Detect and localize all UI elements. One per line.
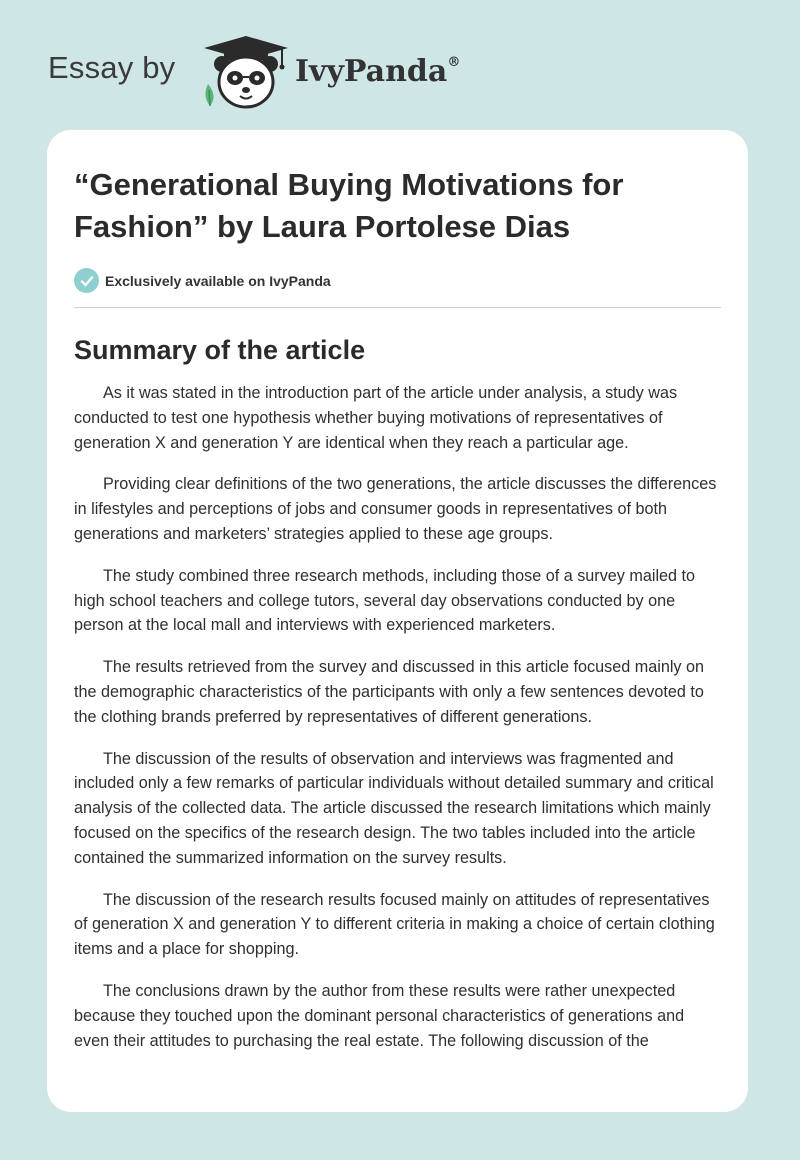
paragraph: Providing clear definitions of the two generations, the article discusses the differences in lifestyles and perceptions of jobs and consumer goods in representatives of both generations and marketers’ strategies applied to these age groups. (74, 475, 717, 543)
site-header (0, 0, 800, 130)
exclusive-badge (74, 268, 721, 293)
paragraph: As it was stated in the introduction part of the article under analysis, a study was conducted to test one hypothesis whether buying motivations of representatives of generation X and generation Y are identical when they reach a particular age. (74, 384, 678, 452)
exclusive-label: Exclusively available on IvyPanda (105, 272, 331, 289)
panda-graduate-icon[interactable] (200, 34, 292, 110)
paragraph: The results retrieved from the survey and discussed in this article focused mainly on the demographic characteristics of the participants with only a few sentences devoted to the clothing brands preferred by representatives of different generations. (74, 658, 705, 726)
divider (74, 307, 721, 308)
paragraph: The study combined three research methods, including those of a survey mailed to high school teachers and college tutors, several day observations conducted by one person at the local mall and interviews with experienced marketers. (74, 566, 696, 635)
page-title: “Generational Buying Motivations for Fashion” by Laura Portolese Dias (74, 167, 624, 244)
paragraph: The conclusions drawn by the author from these results were rather unexpected because they touched upon the dominant personal characteristics of generations and even their attitudes to purchasing the real estate. The following discussion of the (74, 981, 685, 1050)
registered-mark: ® (447, 55, 461, 70)
essay-card (47, 130, 748, 1112)
article-body (74, 381, 721, 1053)
essay-by-label: Essay by (48, 50, 176, 85)
paragraph: The discussion of the results of observation and interviews was fragmented and included only a few remarks of particular individuals without detailed summary and critical analysis of the collected data. The article discussed the research limitations which mainly focused on the specifics of the research design. The two tables included into the article contained the summarized information on the survey results. (74, 749, 714, 867)
brand-name[interactable] (295, 54, 460, 89)
check-circle-icon (74, 268, 99, 293)
brand-text: IvyPanda (295, 54, 448, 89)
paragraph: The discussion of the research results focused mainly on attitudes of representatives of generation X and generation Y to different criteria in making a choice of certain clothing items and a place for shopping. (74, 890, 715, 959)
section-heading: Summary of the article (74, 335, 366, 365)
